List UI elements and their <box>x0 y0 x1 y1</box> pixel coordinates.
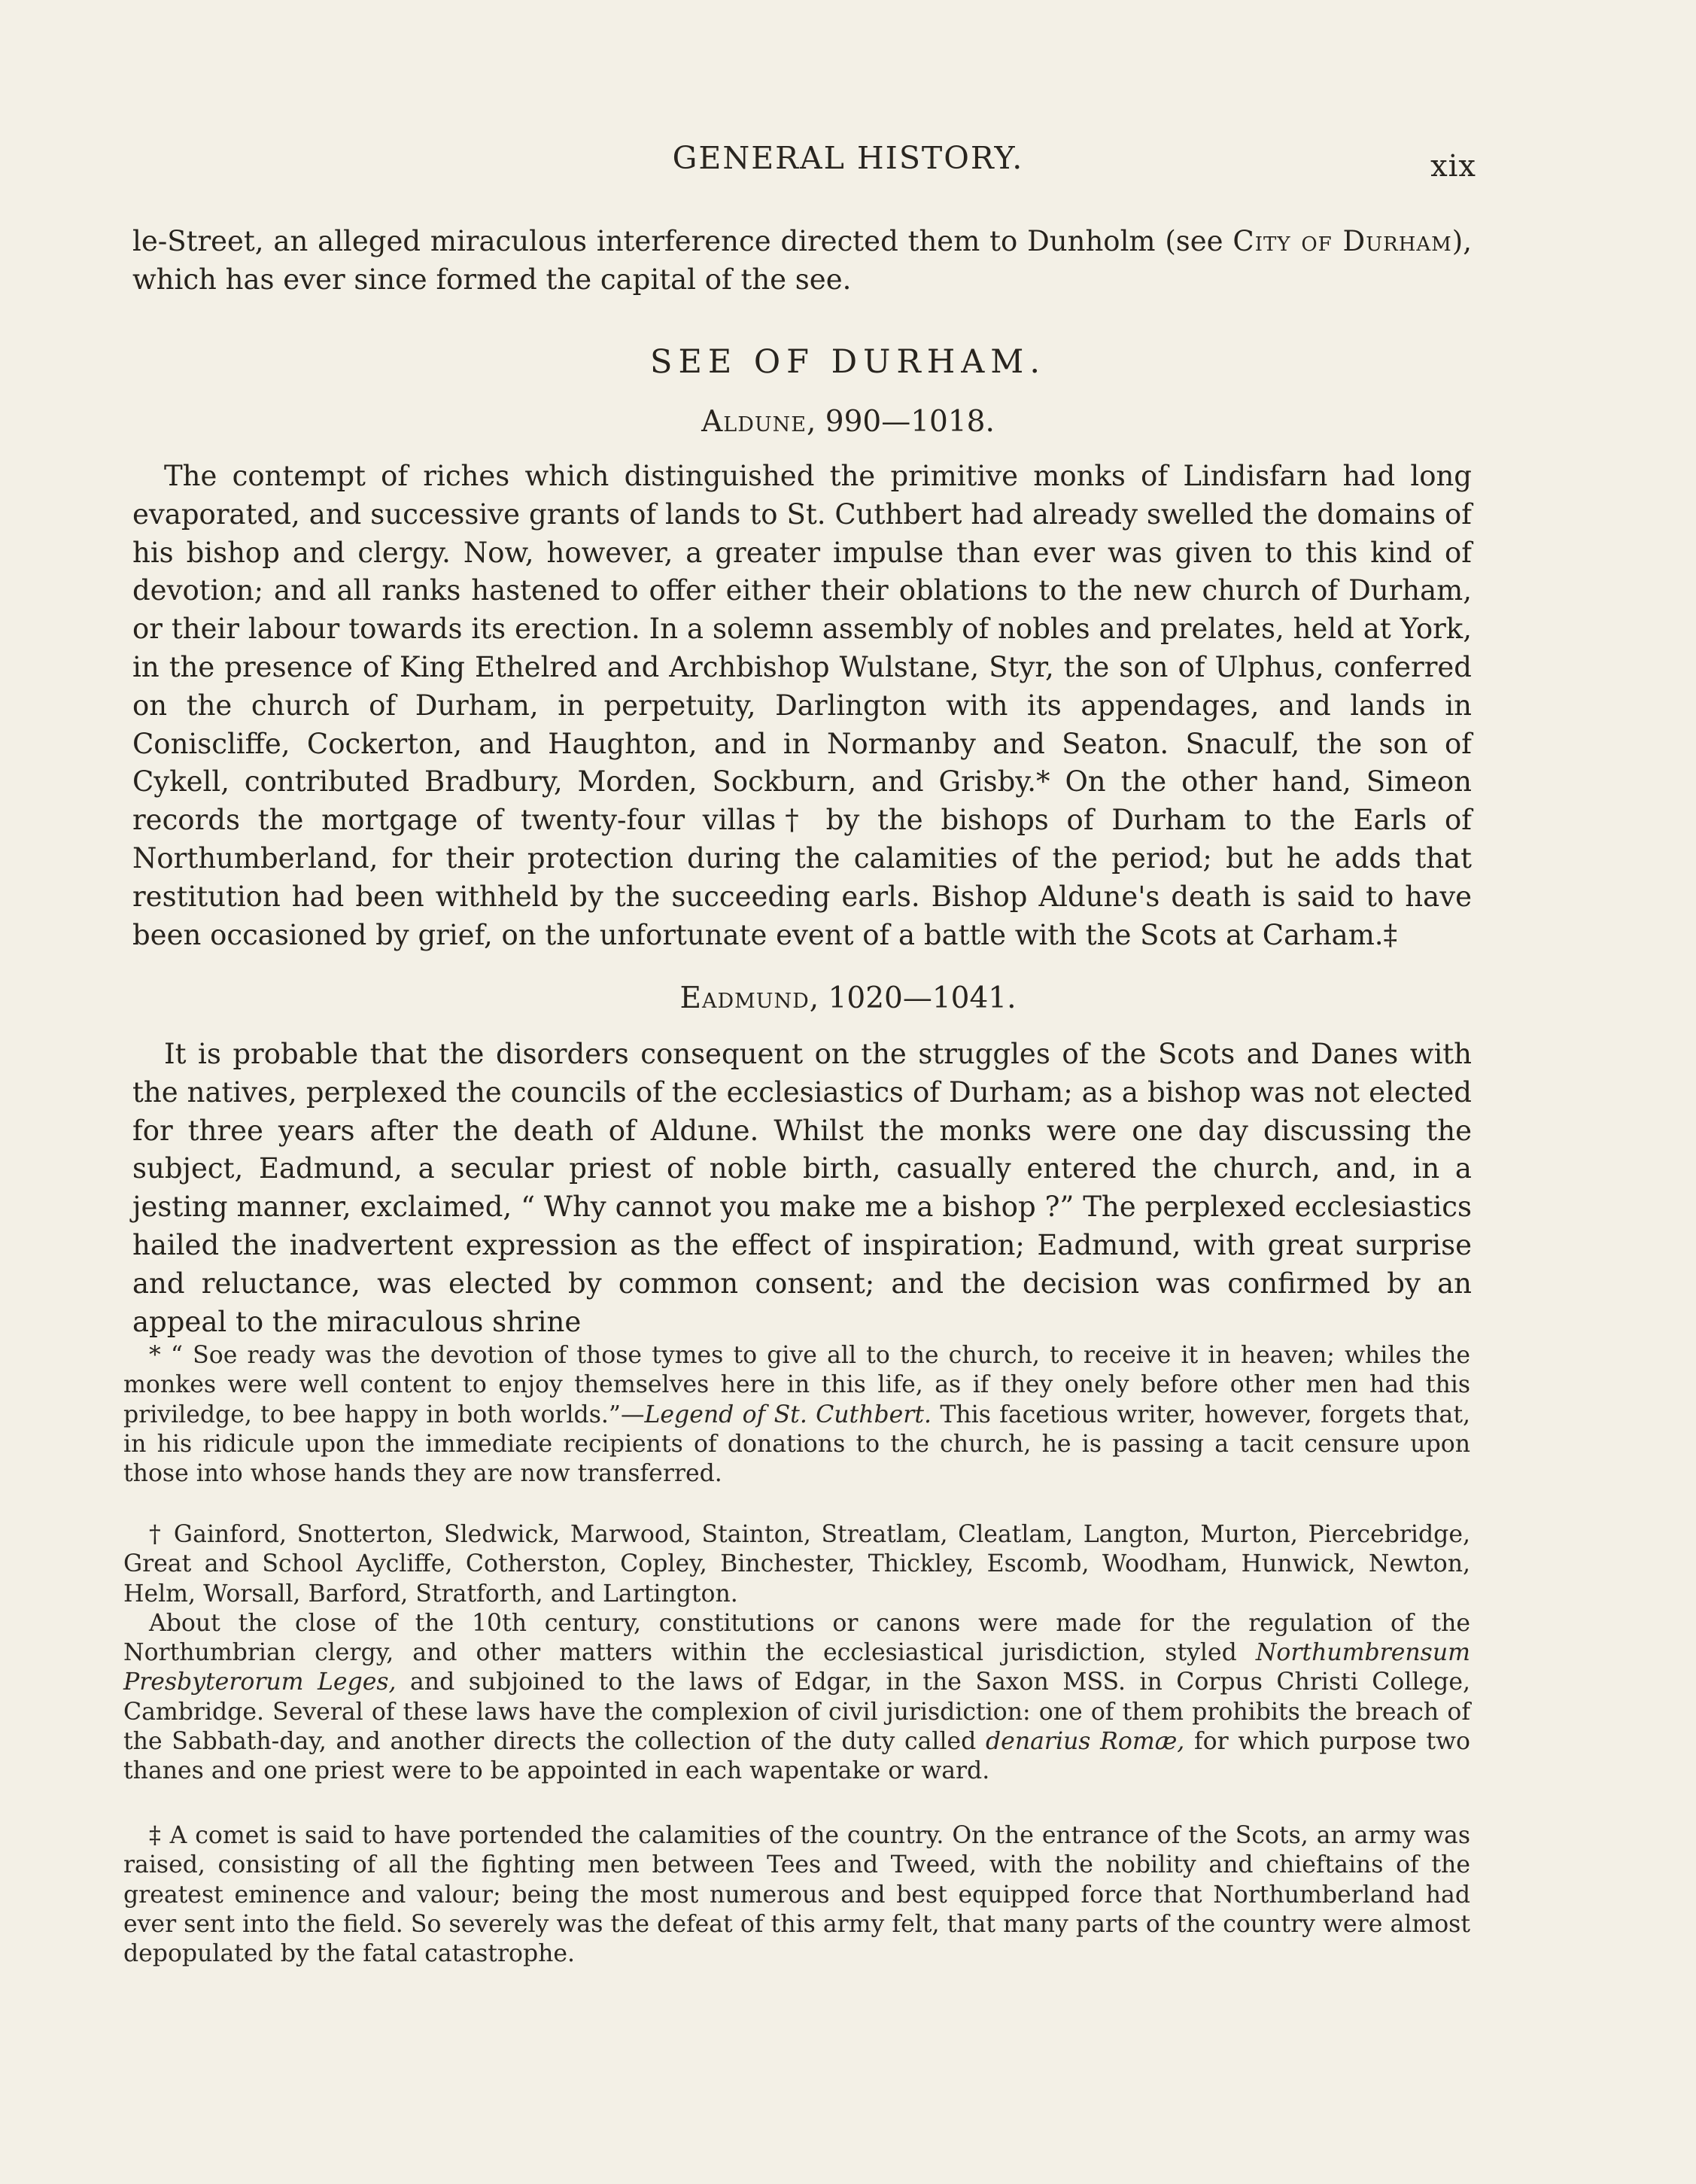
footnote-star <box>123 1341 1470 1489</box>
footnote-star-mark: * <box>149 1342 171 1369</box>
footnote-dagger-places: Gainford, Snotterton, Sledwick, Marwood, Stainton, Streatlam, Cleatlam, Langton, Murton, Piercebridge, Great and School Aycliffe, Cotherston, Copley, Binchester, Thickley, Escomb, Woodham, Hunwick, Newton, Helm, Worsall, Barford, Stratforth, and Lartington. <box>123 1521 1470 1608</box>
eadmund-paragraph: It is probable that the disorders consequent on the struggles of the Scots and Danes with the natives, perplexed the councils of the ecclesiastics of Durham; as a bishop was not elected for three years after the death of Aldune. Whilst the monks were one day discussing the subject, Eadmund, a secular priest of noble birth, casually entered the church, and, in a jesting manner, exclaimed, “ Why cannot you make me a bishop ?” The perplexed ecclesiastics hailed the inadvertent expression as the effect of inspiration; Eadmund, with great surprise and reluctance, was elected by common consent; and the decision was confirmed by an appeal to the miraculous shrine <box>132 1038 1472 1338</box>
footnote-dagger-text <box>123 1520 1470 1609</box>
opening-text-b: ), which has ever since formed the capital of the see. <box>132 225 1472 296</box>
section-title: SEE OF DURHAM. <box>649 343 1046 381</box>
eadmund-dates: , 1020—1041. <box>809 981 1017 1015</box>
eadmund-section <box>132 1036 1472 1341</box>
aldune-section <box>132 458 1472 954</box>
aldune-dates: , 990—1018. <box>806 405 995 439</box>
footnote-double-dagger <box>123 1821 1470 1969</box>
footnote-dagger-denarius: denarius Romæ, <box>986 1728 1185 1756</box>
footnote-star-source: Legend of St. Cuthbert. <box>644 1401 932 1428</box>
running-title: GENERAL HISTORY. <box>672 140 1024 176</box>
opening-paragraph <box>132 223 1472 300</box>
aldune-heading <box>0 405 1696 439</box>
footnote-dagger-cont-c: for which purpose two thanes and one priest were to be appointed in each wapentake or ward. <box>123 1728 1470 1785</box>
footnote-dagger-leges: Northumbrensum Presbyterorum Leges, <box>123 1639 1470 1696</box>
footnote-dagger-mark: † <box>149 1521 174 1548</box>
running-head <box>0 140 1696 193</box>
footnote-double-dagger-text <box>123 1821 1470 1969</box>
footnote-star-quote: “ Soe ready was the devotion of those tymes to give all to the church, to receive it in heaven; whiles the monkes were well content to enjoy themselves here in this life, as if they onely before other men had this priviledge, to bee happy in both worlds.”— <box>123 1342 1470 1428</box>
footnote-star-text <box>123 1341 1470 1489</box>
page-number: xix <box>1430 149 1476 184</box>
aldune-paragraph: The contempt of riches which distinguished the primitive monks of Lindisfarn had long evaporated, and successive grants of lands to St. Cuthbert had already swelled the domains of his bishop and clergy. Now, however, a greater impulse than ever was given to this kind of devotion; and all ranks hastened to offer either their oblations to the new church of Durham, or their labour towards its erection. In a solemn assembly of nobles and prelates, held at York, in the presence of King Ethelred and Archbishop Wulstane, Styr, the son of Ulphus, conferred on the church of Durham, in perpetuity, Darlington with its appendages, and lands in Coniscliffe, Cockerton, and Haughton, and in Normanby and Seaton. Snaculf, the son of Cykell, contributed Bradbury, Morden, Sockburn, and Grisby.* On the other hand, Simeon records the mortgage of twenty-four villas† by the bishops of Durham to the Earls of Northumberland, for their protection during the calamities of the period; but he adds that restitution had been withheld by the succeeding earls. Bishop Aldune's death is said to have been occasioned by grief, on the unfortunate event of a battle with the Scots at Carham.‡ <box>132 460 1472 951</box>
footnote-dagger-continuation <box>123 1609 1470 1787</box>
aldune-name: Aldune <box>701 405 807 439</box>
opening-text <box>132 223 1472 300</box>
footnote-double-dagger-mark: ‡ <box>149 1822 170 1849</box>
footnote-dagger-cont-a: About the close of the 10th century, constitutions or canons were made for the regulation of the Northumbrian clergy, and other matters within the ecclesiastical jurisdiction, styled <box>123 1609 1470 1667</box>
opening-text-a: le-Street, an alleged miraculous interference directed them to Dunholm (see <box>132 225 1233 257</box>
eadmund-name: Eadmund <box>679 981 810 1015</box>
footnote-star-comment: This facetious writer, however, forgets that, in his ridicule upon the immediate recipients of donations to the church, he is passing a tacit censure upon those into whose hands they are now transferred. <box>123 1401 1470 1488</box>
footnote-dagger-cont-b: and subjoined to the laws of Edgar, in the Saxon MSS. in Corpus Christi College, Cambridge. Several of these laws have the complexion of civil jurisdiction: one of them prohibits the breach of the Sabbath-day, and another directs the collection of the duty called <box>123 1668 1470 1756</box>
city-of-durham-reference: City of Durham <box>1232 225 1452 257</box>
eadmund-heading <box>0 981 1696 1015</box>
footnote-double-dagger-body: A comet is said to have portended the calamities of the country. On the entrance of the Scots, an army was raised, consisting of all the fighting men between Tees and Tweed, with the nobility and chieftains of the greatest eminence and valour; being the most numerous and best equipped force that Northumberland had ever sent into the field. So severely was the defeat of this army felt, that many parts of the country were almost depopulated by the fatal catastrophe. <box>123 1822 1470 1968</box>
footnote-dagger <box>123 1520 1470 1787</box>
